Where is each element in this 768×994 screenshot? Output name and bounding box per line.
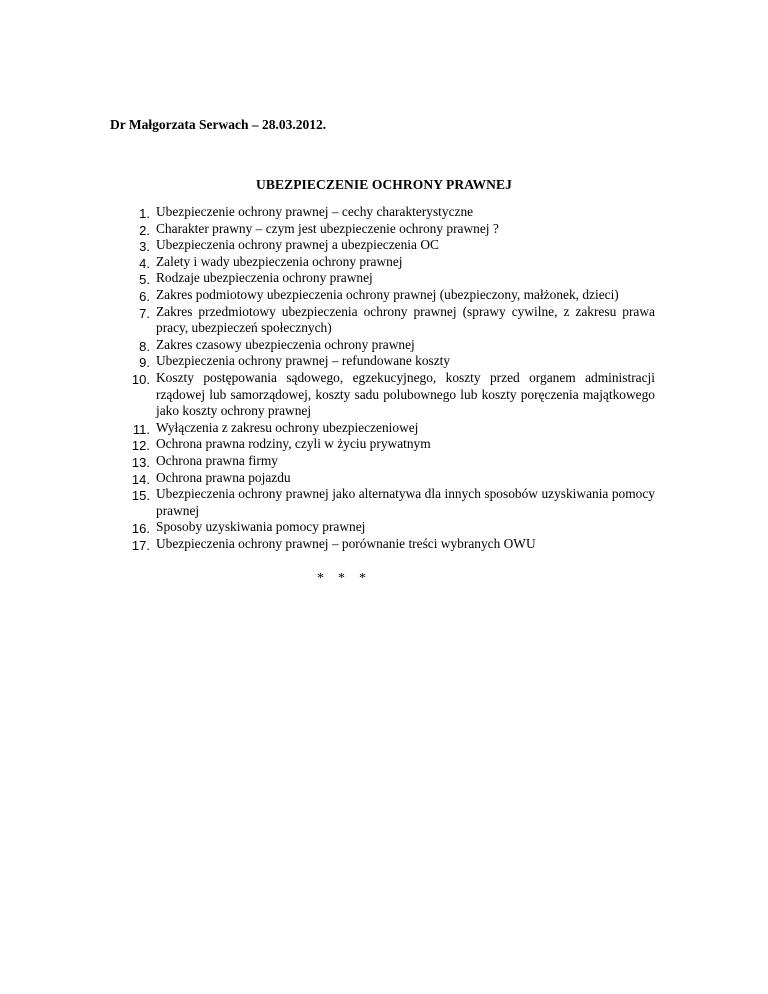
list-item xyxy=(110,436,655,453)
item-text: Ubezpieczenia ochrony prawnej jako alternatywa dla innych sposobów uzyskiwania pomocy prawnej xyxy=(156,486,655,518)
item-text: Wyłączenia z zakresu ochrony ubezpieczeniowej xyxy=(156,419,419,435)
list-item xyxy=(110,536,655,553)
list-item xyxy=(110,204,655,221)
section-separator: * * * xyxy=(317,571,366,586)
list-item xyxy=(110,353,655,370)
item-number: 7. xyxy=(139,305,150,321)
list-item xyxy=(110,453,655,470)
item-text: Koszty postępowania sądowego, egzekucyjnego, koszty przed organem administracji rządowej lub samorządowej, koszty sadu polubownego lub koszty poręczenia majątkowego jako koszty ochrony prawnej xyxy=(156,369,655,419)
item-text: Sposoby uzyskiwania pomocy prawnej xyxy=(156,519,366,535)
item-text: Zakres czasowy ubezpieczenia ochrony prawnej xyxy=(156,336,415,352)
item-number: 10. xyxy=(131,371,150,387)
list-item xyxy=(110,486,655,519)
item-number: 8. xyxy=(139,338,150,354)
list-item xyxy=(110,519,655,536)
list-item xyxy=(110,337,655,354)
item-number: 13. xyxy=(131,454,150,470)
item-text: Zalety i wady ubezpieczenia ochrony prawnej xyxy=(156,253,403,269)
item-text: Ubezpieczenia ochrony prawnej a ubezpieczenia OC xyxy=(156,237,439,253)
item-text: Ochrona prawna firmy xyxy=(156,452,278,468)
item-text: Ochrona prawna rodziny, czyli w życiu prywatnym xyxy=(156,436,431,452)
item-number: 2. xyxy=(139,222,150,238)
item-number: 3. xyxy=(139,239,150,255)
item-number: 11. xyxy=(132,421,150,437)
list-item xyxy=(110,254,655,271)
item-text: Ubezpieczenia ochrony prawnej – porównanie treści wybranych OWU xyxy=(156,535,536,551)
item-number: 9. xyxy=(139,355,150,371)
list-item xyxy=(110,237,655,254)
item-number: 17. xyxy=(131,537,150,553)
list-item xyxy=(110,304,655,337)
item-text: Zakres podmiotowy ubezpieczenia ochrony prawnej (ubezpieczony, małżonek, dzieci) xyxy=(156,286,619,302)
item-text: Zakres przedmiotowy ubezpieczenia ochrony prawnej (sprawy cywilne, z zakresu prawa pracy, ubezpieczeń społecznych) xyxy=(156,303,655,336)
item-text: Ochrona prawna pojazdu xyxy=(156,469,291,485)
item-number: 15. xyxy=(131,488,150,504)
list-item xyxy=(110,270,655,287)
list-item xyxy=(110,420,655,437)
topic-list xyxy=(110,204,655,552)
list-item xyxy=(110,221,655,238)
list-item xyxy=(110,287,655,304)
item-number: 12. xyxy=(131,438,150,454)
item-number: 6. xyxy=(139,288,150,304)
item-number: 14. xyxy=(131,471,150,487)
item-text: Ubezpieczenia ochrony prawnej – refundowane koszty xyxy=(156,353,451,369)
list-item xyxy=(110,470,655,487)
list-item xyxy=(110,370,655,420)
author-date-line: Dr Małgorzata Serwach – 28.03.2012. xyxy=(110,117,327,132)
item-text: Charakter prawny – czym jest ubezpieczenie ochrony prawnej ? xyxy=(156,220,499,236)
document-title: UBEZPIECZENIE OCHRONY PRAWNEJ xyxy=(256,177,512,192)
item-number: 5. xyxy=(139,272,150,288)
item-number: 16. xyxy=(131,521,150,537)
item-number: 4. xyxy=(139,255,150,271)
item-text: Rodzaje ubezpieczenia ochrony prawnej xyxy=(156,270,373,286)
item-number: 1. xyxy=(139,206,150,221)
item-text: Ubezpieczenie ochrony prawnej – cechy charakterystyczne xyxy=(156,204,474,219)
